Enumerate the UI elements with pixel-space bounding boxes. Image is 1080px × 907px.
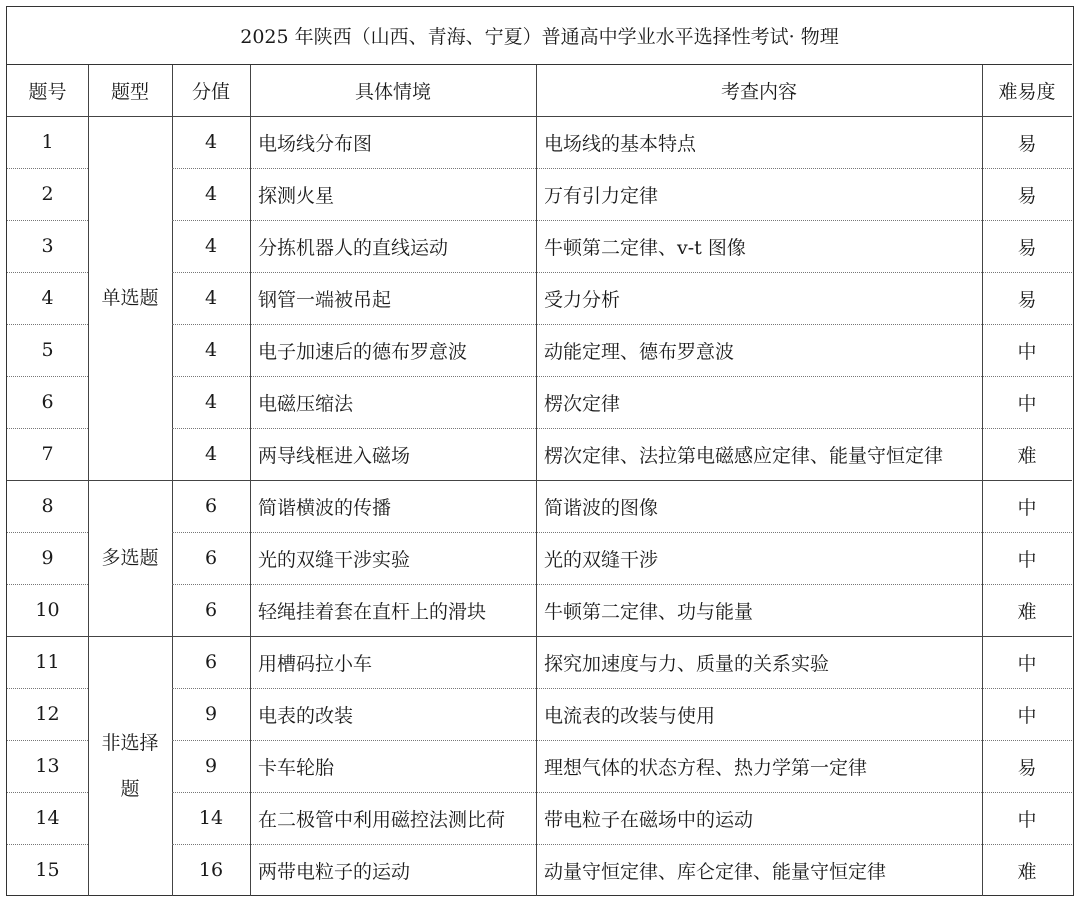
row-2-num: 2 <box>41 183 54 205</box>
row-9-content: 光的双缝干涉 <box>544 548 659 571</box>
row-3-difficulty: 易 <box>1017 236 1037 259</box>
row-4-scenario: 钢管一端被吊起 <box>258 288 392 311</box>
row-2-content: 万有引力定律 <box>544 184 659 207</box>
row-15-scenario: 两带电粒子的运动 <box>258 860 411 883</box>
row-10-score: 6 <box>204 599 218 621</box>
table-title: 2025 年陕西（山西、青海、宁夏）普通高中学业水平选择性考试· 物理 <box>7 7 1072 65</box>
header-scenario: 具体情境 <box>354 81 431 103</box>
row-divider <box>7 376 88 377</box>
row-15-num: 15 <box>35 859 60 881</box>
row-divider <box>7 272 88 273</box>
row-divider <box>172 532 1072 533</box>
row-10-num: 10 <box>35 599 60 621</box>
row-1-scenario: 电场线分布图 <box>258 132 373 155</box>
row-divider <box>7 428 88 429</box>
row-divider <box>172 584 1072 585</box>
row-3-num: 3 <box>41 235 54 257</box>
row-divider <box>7 168 88 169</box>
row-1-score: 4 <box>204 131 218 153</box>
row-7-num: 7 <box>41 443 54 465</box>
row-divider <box>172 844 1072 845</box>
header-content: 考查内容 <box>720 81 797 103</box>
row-10-content: 牛顿第二定律、功与能量 <box>544 600 754 623</box>
row-9-difficulty: 中 <box>1017 548 1037 571</box>
row-2-scenario: 探测火星 <box>258 184 335 207</box>
row-5-scenario: 电子加速后的德布罗意波 <box>258 340 468 363</box>
row-12-num: 12 <box>35 703 60 725</box>
row-11-content: 探究加速度与力、质量的关系实验 <box>544 652 830 675</box>
row-divider <box>172 220 1072 221</box>
header-type: 题型 <box>110 81 149 103</box>
row-divider <box>7 324 88 325</box>
row-2-difficulty: 易 <box>1017 184 1037 207</box>
row-divider <box>7 688 88 689</box>
row-11-difficulty: 中 <box>1017 652 1037 675</box>
row-divider <box>172 376 1072 377</box>
row-4-score: 4 <box>204 287 218 309</box>
row-divider <box>172 792 1072 793</box>
group-label-3: 非选择题 <box>101 732 159 800</box>
row-9-num: 9 <box>41 547 54 569</box>
header-divider <box>7 116 1072 117</box>
row-divider <box>172 428 1072 429</box>
row-1-num: 1 <box>41 131 54 153</box>
row-divider <box>172 168 1072 169</box>
row-9-score: 6 <box>204 547 218 569</box>
row-13-scenario: 卡车轮胎 <box>258 756 335 779</box>
row-3-scenario: 分拣机器人的直线运动 <box>258 236 449 259</box>
row-divider <box>7 740 88 741</box>
row-9-scenario: 光的双缝干涉实验 <box>258 548 411 571</box>
row-13-difficulty: 易 <box>1017 756 1037 779</box>
row-10-difficulty: 难 <box>1017 600 1037 623</box>
row-12-content: 电流表的改装与使用 <box>544 704 716 727</box>
row-13-score: 9 <box>204 755 218 777</box>
row-5-num: 5 <box>41 339 54 361</box>
row-6-content: 楞次定律 <box>544 392 621 415</box>
row-divider <box>7 844 88 845</box>
row-4-num: 4 <box>41 287 54 309</box>
row-8-num: 8 <box>41 495 54 517</box>
row-divider <box>7 532 88 533</box>
row-11-score: 6 <box>204 651 218 673</box>
row-5-difficulty: 中 <box>1017 340 1037 363</box>
row-2-score: 4 <box>204 183 218 205</box>
row-8-scenario: 简谐横波的传播 <box>258 496 392 519</box>
header-difficulty: 难易度 <box>998 81 1056 103</box>
row-7-score: 4 <box>204 443 218 465</box>
row-divider <box>7 584 88 585</box>
row-6-scenario: 电磁压缩法 <box>258 392 354 415</box>
row-divider <box>172 740 1072 741</box>
group-label-1: 单选题 <box>101 287 159 309</box>
row-5-content: 动能定理、德布罗意波 <box>544 340 735 363</box>
row-4-content: 受力分析 <box>544 288 621 311</box>
row-divider <box>7 792 88 793</box>
row-divider <box>172 688 1072 689</box>
group-divider <box>7 480 1072 481</box>
row-4-difficulty: 易 <box>1017 288 1037 311</box>
row-7-content: 楞次定律、法拉第电磁感应定律、能量守恒定律 <box>544 444 944 467</box>
row-14-difficulty: 中 <box>1017 808 1037 831</box>
header-score: 分值 <box>191 81 230 103</box>
row-12-score: 9 <box>204 703 218 725</box>
row-15-content: 动量守恒定律、库仑定律、能量守恒定律 <box>544 860 887 883</box>
row-6-score: 4 <box>204 391 218 413</box>
row-divider <box>172 272 1072 273</box>
row-1-difficulty: 易 <box>1017 132 1037 155</box>
row-14-num: 14 <box>35 807 60 829</box>
row-8-difficulty: 中 <box>1017 496 1037 519</box>
row-12-difficulty: 中 <box>1017 704 1037 727</box>
row-13-content: 理想气体的状态方程、热力学第一定律 <box>544 756 868 779</box>
row-11-num: 11 <box>35 651 60 673</box>
row-14-score: 14 <box>198 807 224 829</box>
row-1-content: 电场线的基本特点 <box>544 132 697 155</box>
row-11-scenario: 用槽码拉小车 <box>258 652 373 675</box>
group-label-2: 多选题 <box>101 547 159 569</box>
row-7-difficulty: 难 <box>1017 444 1037 467</box>
row-14-content: 带电粒子在磁场中的运动 <box>544 808 754 831</box>
row-12-scenario: 电表的改装 <box>258 704 354 727</box>
row-5-score: 4 <box>204 339 218 361</box>
row-14-scenario: 在二极管中利用磁控法测比荷 <box>258 808 506 831</box>
row-divider <box>172 324 1072 325</box>
row-8-score: 6 <box>204 495 218 517</box>
row-3-score: 4 <box>204 235 218 257</box>
row-7-scenario: 两导线框进入磁场 <box>258 444 411 467</box>
row-divider <box>7 220 88 221</box>
row-15-score: 16 <box>198 859 224 881</box>
row-15-difficulty: 难 <box>1017 860 1037 883</box>
row-13-num: 13 <box>35 755 60 777</box>
group-divider <box>7 636 1072 637</box>
row-3-content: 牛顿第二定律、v-t 图像 <box>544 236 746 259</box>
row-10-scenario: 轻绳挂着套在直杆上的滑块 <box>258 600 487 623</box>
header-num: 题号 <box>28 81 67 103</box>
row-6-difficulty: 中 <box>1017 392 1037 415</box>
subject-table <box>6 6 1074 896</box>
row-6-num: 6 <box>41 391 54 413</box>
row-8-content: 简谐波的图像 <box>544 496 659 519</box>
